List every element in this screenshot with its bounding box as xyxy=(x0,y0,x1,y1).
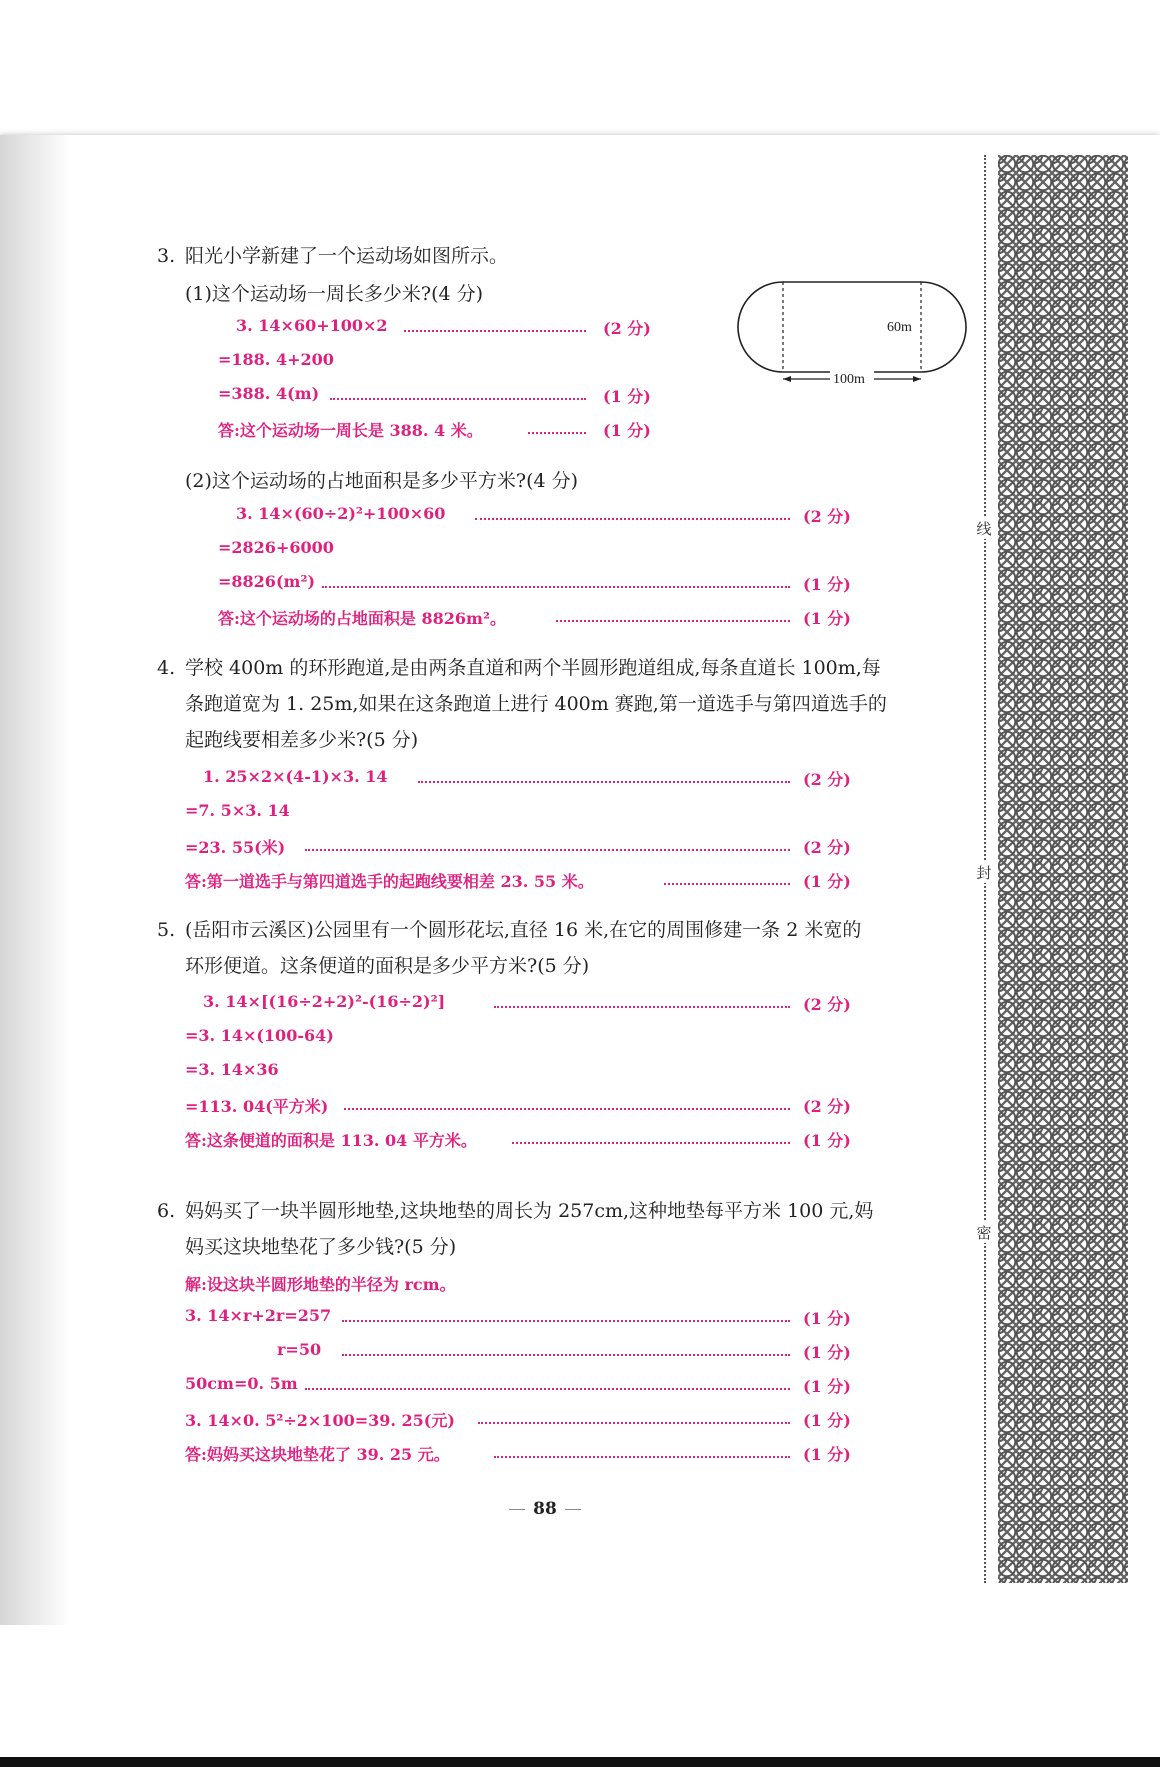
dot-leader xyxy=(478,1422,790,1424)
q3-p2-step-2: =2826+6000 xyxy=(218,538,334,557)
q5-answer: 答:这条便道的面积是 113. 04 平方米。 xyxy=(185,1131,477,1150)
q5-step-2: =3. 14×(100-64) xyxy=(185,1026,334,1045)
q3-p2-step-1: 3. 14×(60÷2)²+100×60 xyxy=(236,504,446,523)
dot-leader xyxy=(322,586,790,588)
dot-leader xyxy=(330,398,586,400)
bottom-background xyxy=(0,1625,1160,1757)
margin-label-seal: 封 xyxy=(972,862,996,883)
dot-leader xyxy=(342,1320,790,1322)
q6-points-5: (1 分) xyxy=(803,1445,851,1464)
dot-leader xyxy=(556,620,790,622)
dot-leader xyxy=(475,518,790,520)
q5-points-2: (2 分) xyxy=(803,1097,851,1116)
q3-p1-step-3: =388. 4(m) xyxy=(218,384,320,403)
q6-points-3: (1 分) xyxy=(803,1377,851,1396)
margin-label-line: 线 xyxy=(972,518,996,539)
dot-leader xyxy=(344,1108,790,1110)
dot-leader xyxy=(494,1006,790,1008)
q5-step-3: =3. 14×36 xyxy=(185,1060,279,1079)
q3-p1-points-2: (1 分) xyxy=(603,387,651,406)
page-number-footer xyxy=(500,1499,590,1519)
question-5 xyxy=(157,912,972,984)
top-background xyxy=(0,0,1160,135)
dot-leader xyxy=(342,1354,790,1356)
q3-p2-points-3: (1 分) xyxy=(803,609,851,628)
question-number: 4. xyxy=(157,657,176,679)
footer-rule-left xyxy=(509,1509,525,1510)
q4-step-3: =23. 55(米) xyxy=(185,838,286,857)
question-text: 阳光小学新建了一个运动场如图所示。 xyxy=(185,245,509,267)
track-figure xyxy=(735,278,970,390)
question-number: 3. xyxy=(157,245,176,267)
q4-answer: 答:第一道选手与第四道选手的起跑线要相差 23. 55 米。 xyxy=(185,872,594,891)
q6-points-1: (1 分) xyxy=(803,1309,851,1328)
question-line: 妈买这块地垫花了多少钱?(5 分) xyxy=(185,1236,457,1258)
question-3 xyxy=(157,238,957,274)
bottom-bar xyxy=(0,1757,1160,1767)
question-4 xyxy=(157,650,972,758)
q6-step-1: 3. 14×r+2r=257 xyxy=(185,1306,332,1325)
q3-p2-step-3: =8826(m²) xyxy=(218,572,316,591)
question-6 xyxy=(157,1193,972,1265)
question-line: (岳阳市云溪区)公园里有一个圆形花坛,直径 16 米,在它的周围修建一条 2 米宽的 xyxy=(185,919,862,941)
q6-points-2: (1 分) xyxy=(803,1343,851,1362)
q4-step-2: =7. 5×3. 14 xyxy=(185,801,290,820)
q6-points-4: (1 分) xyxy=(803,1411,851,1430)
q3-p1-points-1: (2 分) xyxy=(603,319,651,338)
question-line: 起跑线要相差多少米?(5 分) xyxy=(185,729,419,751)
q5-points-3: (1 分) xyxy=(803,1131,851,1150)
q3-p1-answer: 答:这个运动场一周长是 388. 4 米。 xyxy=(218,421,483,440)
page-number: 88 xyxy=(533,1499,557,1519)
q6-step-2: r=50 xyxy=(277,1340,322,1359)
dot-leader xyxy=(418,781,790,783)
q3-p2-answer: 答:这个运动场的占地面积是 8826m²。 xyxy=(218,609,506,628)
q4-points-1: (2 分) xyxy=(803,770,851,789)
dot-leader xyxy=(528,432,586,434)
decorative-border-pattern xyxy=(998,155,1128,1583)
q3-p1-step-1: 3. 14×60+100×2 xyxy=(236,316,388,335)
q3-part1-question: (1)这个运动场一周长多少米?(4 分) xyxy=(185,283,484,305)
q5-points-1: (2 分) xyxy=(803,995,851,1014)
width-label: 60m xyxy=(887,320,912,335)
q3-p1-step-2: =188. 4+200 xyxy=(218,350,334,369)
q6-step-4: 3. 14×0. 5²÷2×100=39. 25(元) xyxy=(185,1411,455,1430)
q3-p1-points-3: (1 分) xyxy=(603,421,651,440)
dot-leader xyxy=(512,1142,790,1144)
q6-step-3: 50cm=0. 5m xyxy=(185,1374,298,1393)
dot-leader xyxy=(404,330,586,332)
q5-step-1: 3. 14×[(16÷2+2)²-(16÷2)²] xyxy=(203,992,446,1011)
q3-p2-points-1: (2 分) xyxy=(803,507,851,526)
q4-points-2: (2 分) xyxy=(803,838,851,857)
question-number: 6. xyxy=(157,1200,176,1222)
dot-leader xyxy=(664,883,790,885)
q4-step-1: 1. 25×2×(4-1)×3. 14 xyxy=(203,767,388,786)
question-line: 环形便道。这条便道的面积是多少平方米?(5 分) xyxy=(185,955,590,977)
margin-label-secret: 密 xyxy=(972,1222,996,1243)
footer-rule-right xyxy=(565,1509,581,1510)
stadium-outline xyxy=(738,282,966,372)
question-line: 条跑道宽为 1. 25m,如果在这条跑道上进行 400m 赛跑,第一道选手与第四道选手的 xyxy=(185,693,887,715)
q6-solution-setup: 解:设这块半圆形地垫的半径为 rcm。 xyxy=(185,1275,456,1294)
question-number: 5. xyxy=(157,919,176,941)
page-binding-shadow xyxy=(0,135,70,1625)
q3-p2-points-2: (1 分) xyxy=(803,575,851,594)
dot-leader xyxy=(305,849,790,851)
length-label: 100m xyxy=(833,372,865,387)
q3-part2-question: (2)这个运动场的占地面积是多少平方米?(4 分) xyxy=(185,470,579,492)
q6-answer: 答:妈妈买这块地垫花了 39. 25 元。 xyxy=(185,1445,450,1464)
q4-points-3: (1 分) xyxy=(803,872,851,891)
q5-step-4: =113. 04(平方米) xyxy=(185,1097,329,1116)
dot-leader xyxy=(494,1456,790,1458)
question-line: 学校 400m 的环形跑道,是由两条直道和两个半圆形跑道组成,每条直道长 100m,每 xyxy=(185,657,881,679)
question-line: 妈妈买了一块半圆形地垫,这块地垫的周长为 257cm,这种地垫每平方米 100 元,妈 xyxy=(185,1200,874,1222)
dot-leader xyxy=(305,1388,790,1390)
